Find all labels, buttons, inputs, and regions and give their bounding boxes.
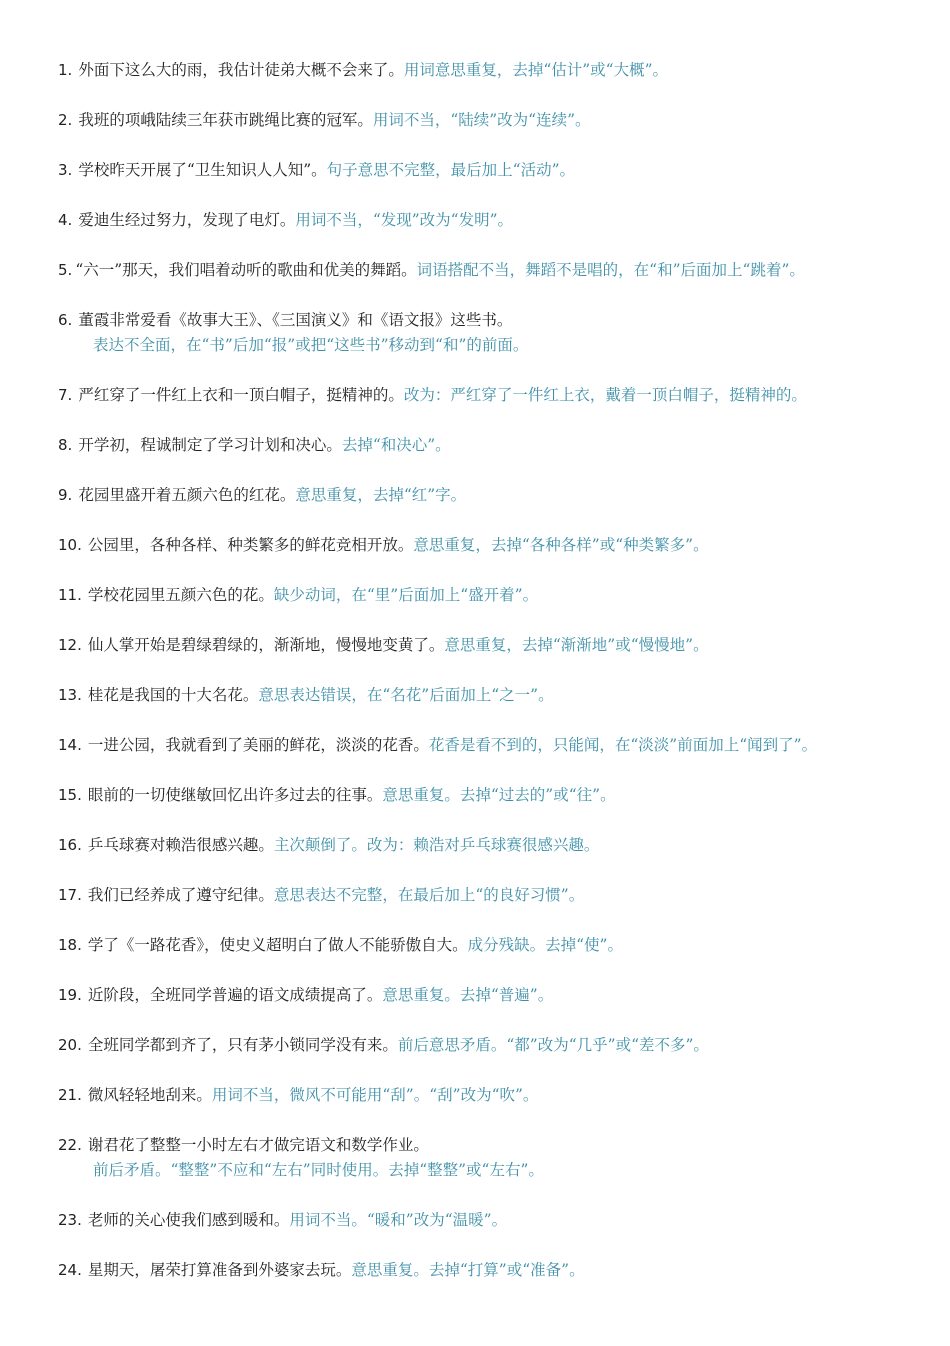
item-question: 严红穿了一件红上衣和一顶白帽子，挺精神的。 <box>78 386 404 404</box>
item-number: 24. <box>58 1261 82 1279</box>
list-item <box>58 733 938 758</box>
item-answer: 意思重复。去掉“打算”或“准备”。 <box>351 1261 585 1279</box>
item-answer: 意思重复。去掉“过去的”或“往”。 <box>382 786 616 804</box>
item-question: 董霞非常爱看《故事大王》、《三国演义》和《语文报》这些书。 <box>78 311 513 329</box>
item-number: 13. <box>58 686 82 704</box>
list-item <box>58 783 938 808</box>
list-item <box>58 633 938 658</box>
item-question: 谢君花了整整一小时左右才做完语文和数学作业。 <box>87 1136 429 1154</box>
item-number: 5. <box>58 261 73 279</box>
list-item <box>58 483 938 508</box>
item-answer: 句子意思不完整，最后加上“活动”。 <box>326 161 576 179</box>
item-number: 23. <box>58 1211 82 1229</box>
list-item <box>58 1083 938 1108</box>
item-answer: 表达不全面，在“书”后加“报”或把“这些书”移动到“和”的前面。 <box>93 336 529 354</box>
item-number: 6. <box>58 311 73 329</box>
item-number: 4. <box>58 211 73 229</box>
list-item <box>58 933 938 958</box>
list-item <box>58 1208 938 1233</box>
item-question: 近阶段，全班同学普遍的语文成绩提高了。 <box>87 986 383 1004</box>
item-answer: 用词不当，微风不可能用“刮”。“刮”改为“吹”。 <box>211 1086 539 1104</box>
item-answer: 前后矛盾。“整整”不应和“左右”同时使用。去掉“整整”或“左右”。 <box>93 1161 544 1179</box>
item-answer: 改为：严红穿了一件红上衣，戴着一顶白帽子，挺精神的。 <box>403 386 807 404</box>
item-answer: 用词不当。“暖和”改为“温暖”。 <box>289 1211 508 1229</box>
item-answer: 缺少动词，在“里”后面加上“盛开着”。 <box>273 586 539 604</box>
item-question: “六一”那天，我们唱着动听的歌曲和优美的舞蹈。 <box>75 261 417 279</box>
item-question: 乒乓球赛对赖浩很感兴趣。 <box>87 836 274 854</box>
item-question: 星期天，屠荣打算准备到外婆家去玩。 <box>87 1261 352 1279</box>
item-question: 微风轻轻地刮来。 <box>87 1086 212 1104</box>
item-answer: 意思重复，去掉“渐渐地”或“慢慢地”。 <box>444 636 709 654</box>
list-item <box>58 308 938 358</box>
item-answer: 前后意思矛盾。“都”改为“几乎”或“差不多”。 <box>397 1036 709 1054</box>
list-item <box>58 208 938 233</box>
item-number: 10. <box>58 536 82 554</box>
list-item <box>58 833 938 858</box>
list-item <box>58 433 938 458</box>
item-number: 22. <box>58 1136 82 1154</box>
item-question: 公园里，各种各样、种类繁多的鲜花竞相开放。 <box>87 536 414 554</box>
list-item <box>58 258 938 283</box>
item-question: 我们已经养成了遵守纪律。 <box>87 886 274 904</box>
item-number: 2. <box>58 111 73 129</box>
item-question: 一进公园，我就看到了美丽的鲜花，淡淡的花香。 <box>87 736 429 754</box>
item-question: 桂花是我国的十大名花。 <box>87 686 259 704</box>
item-number: 21. <box>58 1086 82 1104</box>
item-answer: 去掉“和决心”。 <box>341 436 451 454</box>
item-number: 17. <box>58 886 82 904</box>
list-item <box>58 683 938 708</box>
item-number: 7. <box>58 386 73 404</box>
list-item <box>58 383 938 408</box>
list-item <box>58 1033 938 1058</box>
item-answer: 意思表达错误，在“名花”后面加上“之一”。 <box>258 686 554 704</box>
item-answer: 意思表达不完整，在最后加上“的良好习惯”。 <box>273 886 585 904</box>
list-item <box>58 1258 938 1283</box>
item-number: 3. <box>58 161 73 179</box>
list-item <box>58 533 938 558</box>
item-number: 18. <box>58 936 82 954</box>
item-answer: 花香是看不到的，只能闻，在“淡淡”前面加上“闻到了”。 <box>428 736 818 754</box>
exercise-list <box>58 58 938 1283</box>
item-answer: 用词意思重复，去掉“估计”或“大概”。 <box>403 61 669 79</box>
item-question: 老师的关心使我们感到暖和。 <box>87 1211 290 1229</box>
item-answer: 用词不当，“发现”改为“发明”。 <box>295 211 514 229</box>
item-answer: 词语搭配不当，舞蹈不是唱的，在“和”后面加上“跳着”。 <box>416 261 805 279</box>
item-answer: 意思重复，去掉“各种各样”或“种类繁多”。 <box>413 536 709 554</box>
item-number: 16. <box>58 836 82 854</box>
list-item <box>58 1133 938 1183</box>
item-question: 仙人掌开始是碧绿碧绿的，渐渐地，慢慢地变黄了。 <box>87 636 445 654</box>
item-answer: 意思重复，去掉“红”字。 <box>295 486 467 504</box>
item-answer: 主次颠倒了。改为：赖浩对乒乓球赛很感兴趣。 <box>273 836 600 854</box>
item-question: 外面下这么大的雨，我估计徒弟大概不会来了。 <box>78 61 404 79</box>
item-question: 眼前的一切使继敏回忆出许多过去的往事。 <box>87 786 383 804</box>
list-item <box>58 108 938 133</box>
list-item <box>58 58 938 83</box>
item-question: 学了《一路花香》，使史义超明白了做人不能骄傲自大。 <box>87 936 468 954</box>
item-question: 花园里盛开着五颜六色的红花。 <box>78 486 296 504</box>
item-number: 14. <box>58 736 82 754</box>
item-question: 学校花园里五颜六色的花。 <box>87 586 274 604</box>
item-answer: 用词不当，“陆续”改为“连续”。 <box>372 111 591 129</box>
item-number: 19. <box>58 986 82 1004</box>
item-question: 开学初，程诚制定了学习计划和决心。 <box>78 436 342 454</box>
item-answer: 成分残缺。去掉“使”。 <box>467 936 623 954</box>
item-number: 11. <box>58 586 82 604</box>
item-number: 9. <box>58 486 73 504</box>
item-answer: 意思重复。去掉“普遍”。 <box>382 986 554 1004</box>
list-item <box>58 883 938 908</box>
item-number: 20. <box>58 1036 82 1054</box>
item-number: 8. <box>58 436 73 454</box>
item-number: 12. <box>58 636 82 654</box>
item-number: 15. <box>58 786 82 804</box>
list-item <box>58 158 938 183</box>
list-item <box>58 583 938 608</box>
item-number: 1. <box>58 61 73 79</box>
list-item <box>58 983 938 1008</box>
item-question: 我班的项峨陆续三年获市跳绳比赛的冠军。 <box>78 111 373 129</box>
item-question: 学校昨天开展了“卫生知识人人知”。 <box>78 161 327 179</box>
item-question: 爱迪生经过努力，发现了电灯。 <box>78 211 296 229</box>
item-question: 全班同学都到齐了，只有茅小锁同学没有来。 <box>87 1036 398 1054</box>
